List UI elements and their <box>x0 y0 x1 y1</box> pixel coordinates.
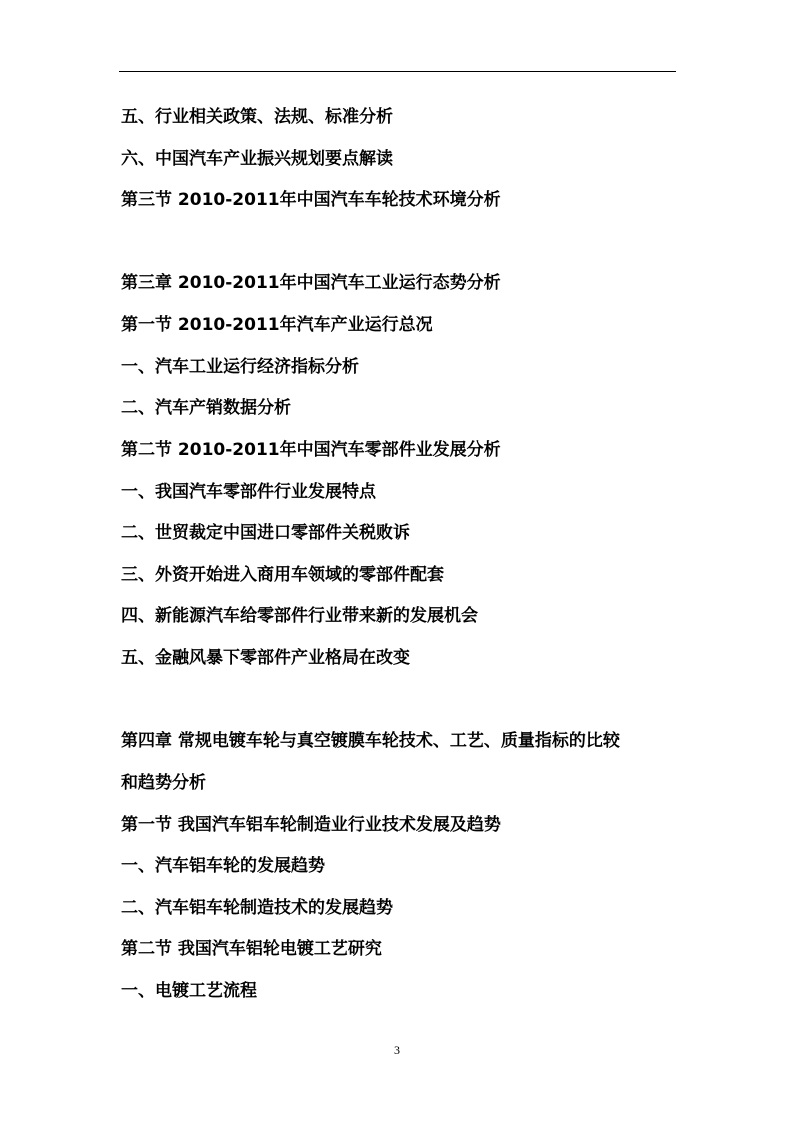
toc-line: 四、新能源汽车给零部件行业带来新的发展机会 <box>121 606 478 626</box>
toc-line: 五、行业相关政策、法规、标准分析 <box>121 107 393 127</box>
toc-chapter-heading: 第三章 2010-2011年中国汽车工业运行态势分析 <box>121 273 501 293</box>
toc-line: 第一节 2010-2011年汽车产业运行总况 <box>121 315 433 335</box>
toc-line: 一、汽车铝车轮的发展趋势 <box>121 856 325 876</box>
page-number: 3 <box>394 1043 400 1057</box>
toc-line: 二、汽车铝车轮制造技术的发展趋势 <box>121 898 393 918</box>
toc-line: 六、中国汽车产业振兴规划要点解读 <box>121 149 393 169</box>
toc-line: 第一节 我国汽车铝车轮制造业行业技术发展及趋势 <box>121 815 501 835</box>
toc-line: 第三节 2010-2011年中国汽车车轮技术环境分析 <box>121 190 501 210</box>
header-rule <box>119 71 676 72</box>
toc-chapter-heading: 第四章 常规电镀车轮与真空镀膜车轮技术、工艺、质量指标的比较 <box>121 731 620 751</box>
toc-line: 一、汽车工业运行经济指标分析 <box>121 357 359 377</box>
toc-line: 一、我国汽车零部件行业发展特点 <box>121 482 376 502</box>
toc-line: 第二节 2010-2011年中国汽车零部件业发展分析 <box>121 440 501 460</box>
toc-line: 第二节 我国汽车铝轮电镀工艺研究 <box>121 939 382 959</box>
toc-line: 三、外资开始进入商用车领域的零部件配套 <box>121 565 444 585</box>
toc-line: 二、世贸裁定中国进口零部件关税败诉 <box>121 523 410 543</box>
toc-line: 二、汽车产销数据分析 <box>121 398 291 418</box>
toc-line: 五、金融风暴下零部件产业格局在改变 <box>121 648 410 668</box>
toc-line: 和趋势分析 <box>121 773 206 793</box>
toc-line: 一、电镀工艺流程 <box>121 981 257 1001</box>
